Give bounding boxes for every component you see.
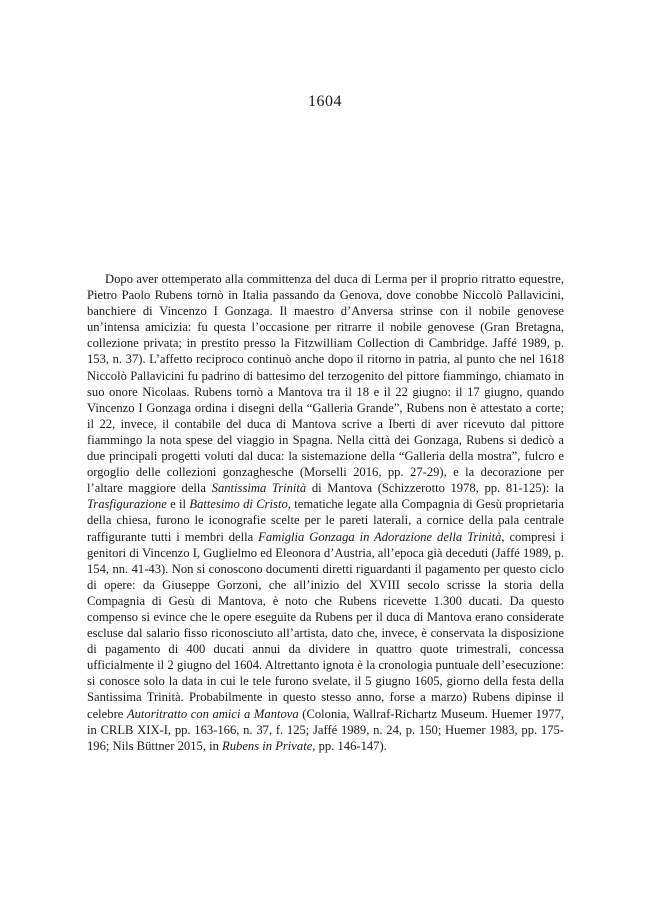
text-run: di Mantova (Schizzerotto 1978, pp. 81-125): la [306, 481, 565, 496]
text-run: (Colonia, Wallraf-Richartz Museum. Huemer 1977, in CRLB XIX-I, pp. 163-166, n. 37, f. 125; Jaffé 1989, n. 24, p. 150; Huemer 1983, pp. 175-196; Nils Büttner 2015, in [87, 706, 565, 753]
page-number-header: 1604 [308, 93, 342, 110]
text-run: , compresi i genitori di Vincenzo I, Guglielmo ed Eleonora d’Austria, all’epoca già deceduti (Jaffé 1989, p. 154, nn. 41-43). Non si conoscono documenti diretti riguardanti il pagamento per questo ciclo di opere: da Giuseppe Gorzoni, che all’inizio del XVIII secolo scrisse la storia della Compagnia di Gesù di Mantova, è noto che Rubens ricevette 1.300 ducati. Da questo compenso si evince che le opere eseguite da Rubens per il duca di Mantova erano considerate escluse dal salario fisso riconosciuto all’artista, dato che, invece, è conservata la disposizione di pagamento di 400 ducati annui da dividere in quattro quote trimestrali, concessa ufficialmente il 2 giugno del 1604. Altrettanto ignota è la cronologia puntuale dell’esecuzione: si conosce solo la data in cui le tele furono svelate, il 5 giugno 1605, giorno della festa della Santissima Trinità. Probabilmente in questo stesso anno, forse a marzo) Rubens dipinse il celebre [87, 529, 565, 721]
artwork-title: Santissima Trinità [211, 481, 307, 496]
text-run: , tematiche legate alla Compagnia di Gesù proprietaria della chiesa, furono le iconografie scelte per le pareti laterali, a cornice della pala centrale raffigurante tutti i membri della [87, 497, 564, 544]
text-run: , pp. 146-147). [312, 738, 387, 753]
text-run: Dopo aver ottemperato alla committenza del duca di Lerma per il proprio ritratto equestre, Pietro Paolo Rubens tornò in Italia passando da Genova, dove conobbe Niccolò Pallavicini, banchiere di Vincenzo I Gonzaga. Il maestro d’Anversa strinse con il nobile genovese un’intensa amicizia: fu questa l’occasione per ritrarre il nobile genovese (Gran Bretagna, collezione privata; in prestito presso la Fitzwilliam Collection di Cambridge. Jaffé 1989, p. 153, n. 37). L’affetto reciproco continuò anche dopo il ritorno in patria, al punto che nel 1618 Niccolò Pallavicini fu padrino di battesimo del terzogenito del pittore fiammingo, chiamato in suo onore Nicolaas. Rubens tornò a Mantova tra il 18 e il 22 giugno: il 17 giugno, quando Vincenzo I Gonzaga ordina i disegni della “Galleria Grande”, Rubens non è attestato a corte; il 22, invece, il contabile del duca di Mantova scrive a Iberti di aver ricevuto dal pittore fiammingo la nota spese del viaggio in Spagna. Nella città dei Gonzaga, Rubens si dedicò a due principali progetti voluti dal duca: la sistemazione della “Galleria della mostra”, fulcro e orgoglio delle collezioni gonzaghesche (Morselli 2016, pp. 27-29), e la decorazione per l’altare maggiore della [87, 272, 564, 496]
artwork-title: Battesimo di Cristo [189, 497, 288, 512]
body-paragraph [87, 271, 564, 754]
text-run: e il [166, 497, 190, 512]
artwork-title: Trasfigurazione [87, 497, 167, 512]
artwork-title: Famiglia Gonzaga in Adorazione della Trinità [258, 529, 502, 544]
artwork-title: Autoritratto con amici a Mantova [126, 706, 299, 721]
book-title: Rubens in Private [222, 738, 313, 753]
